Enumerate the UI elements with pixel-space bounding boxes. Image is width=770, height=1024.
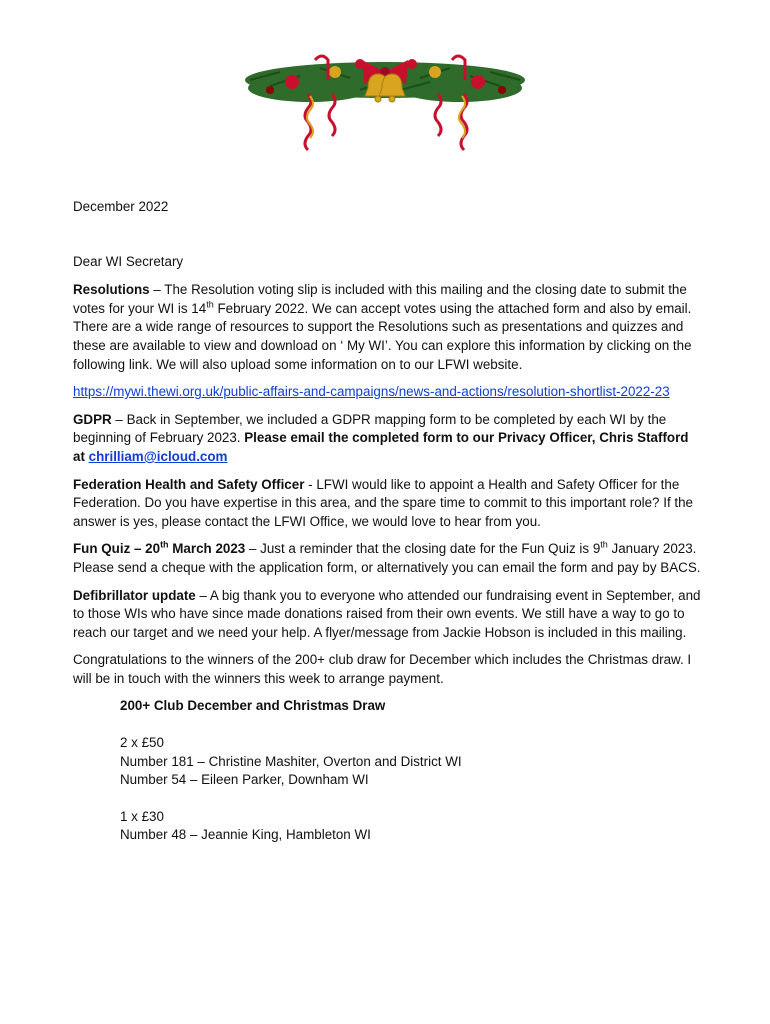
resolutions-text-b: February 2022. We can accept votes using the attached form and also by email. There are a wide range of resources to support the Resolutions such as presentations and quizzes and these are available to view and download on ‘ My WI’. You can explore this information by clicking on the following link. We will also upload some information on to our LFWI website. xyxy=(73,300,692,372)
club-draw-section xyxy=(120,697,703,845)
resolutions-paragraph xyxy=(73,281,703,374)
defibrillator-text: – A big thank you to everyone who attended our fundraising event in September, and to those WIs who have since made donations raised from their own events. We still have a way to go to reach our target and we need your help. A flyer/message from Jackie Hobson is included in this mailing. xyxy=(73,587,701,640)
resolutions-link-block xyxy=(73,383,703,402)
health-safety-text: - LFWI would like to appoint a Health and Safety Officer for the Federation. Do you have expertise in this area, and the spare time to commit to this important role? If the answer is yes, please contact the LFWI Office, we would love to hear from you. xyxy=(73,476,694,529)
christmas-garland-icon xyxy=(240,50,530,165)
letter-body xyxy=(73,198,703,863)
resolutions-text-a: – The Resolution voting slip is included with this mailing and the closing date to submit the votes for your WI is 14 xyxy=(73,282,687,316)
prize-label: 2 x £50 xyxy=(120,735,164,751)
fun-quiz-text-b: January 2023. Please send a cheque with the application form, or alternatively you can email the form and pay by BACS. xyxy=(73,541,701,575)
gdpr-paragraph xyxy=(73,411,703,467)
salutation: Dear WI Secretary xyxy=(73,253,184,269)
prize-winner: Number 54 – Eileen Parker, Downham WI xyxy=(120,772,369,788)
gdpr-heading: GDPR xyxy=(73,411,112,427)
prize-group xyxy=(120,808,703,845)
resolutions-sup: th xyxy=(206,299,214,310)
defibrillator-paragraph xyxy=(73,587,703,643)
prize-winner: Number 48 – Jeannie King, Hambleton WI xyxy=(120,827,371,843)
privacy-officer-email-link[interactable]: chrilliam@icloud.com xyxy=(88,448,228,464)
fun-quiz-heading: Fun Quiz – 20th March 2023 xyxy=(73,539,246,557)
prize-group xyxy=(120,734,703,790)
fun-quiz-text-a: – Just a reminder that the closing date for the Fun Quiz is 9 xyxy=(245,541,601,557)
fun-quiz-paragraph xyxy=(73,540,703,577)
health-safety-heading: Federation Health and Safety Officer xyxy=(73,476,305,492)
gdpr-text: – Back in September, we included a GDPR mapping form to be completed by each WI by the beginning of February 2023. xyxy=(73,411,667,446)
health-safety-paragraph xyxy=(73,476,703,532)
prize-winner: Number 181 – Christine Mashiter, Overton and District WI xyxy=(120,753,462,769)
club-draw-title: 200+ Club December and Christmas Draw xyxy=(120,698,386,714)
letter-date: December 2022 xyxy=(73,199,169,214)
resolution-shortlist-link[interactable]: https://mywi.thewi.org.uk/public-affairs-and-campaigns/news-and-actions/resolution-shortlist-2022-23 xyxy=(73,384,670,400)
fun-quiz-text-sup: th xyxy=(600,539,608,550)
congratulations-paragraph: Congratulations to the winners of the 200+ club draw for December which includes the Christmas draw. I will be in touch with the winners this week to arrange payment. xyxy=(73,652,692,686)
prize-label: 1 x £30 xyxy=(120,808,164,824)
gdpr-bold-text: Please email the completed form to our Privacy Officer, Chris Stafford at xyxy=(73,430,689,464)
defibrillator-heading: Defibrillator update xyxy=(73,587,196,603)
resolutions-heading: Resolutions xyxy=(73,282,150,298)
